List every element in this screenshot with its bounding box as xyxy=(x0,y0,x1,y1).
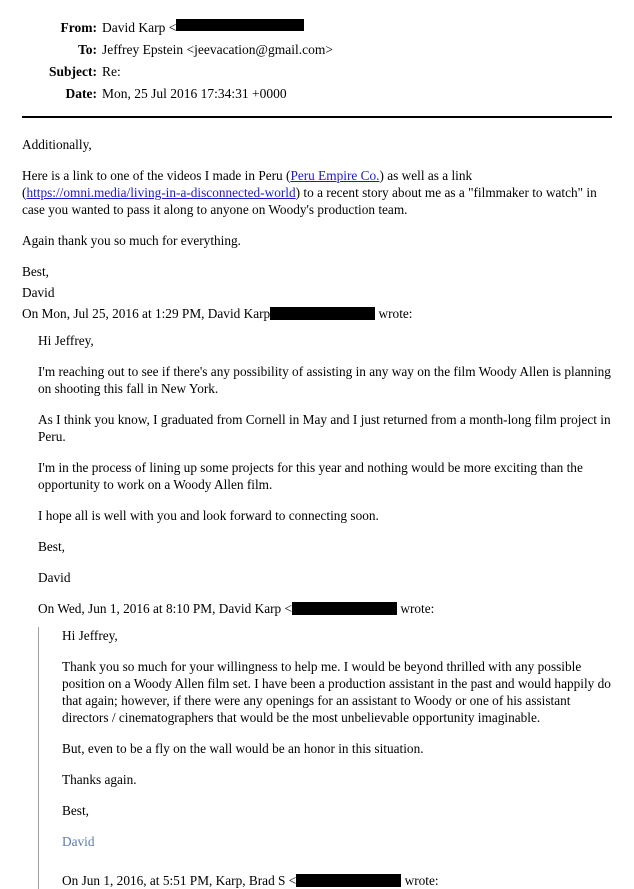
to-label: To: xyxy=(77,42,97,57)
link-para-mid: ) as well as a link ( xyxy=(22,168,473,200)
omni-media-link[interactable]: https://omni.media/living-in-a-disconnected-world xyxy=(26,185,296,200)
subject-value: Re: xyxy=(102,64,121,79)
quote2-header-post: wrote: xyxy=(400,601,435,616)
redaction-bar-quote3 xyxy=(296,874,401,887)
quote2-paragraph-1: Thank you so much for your willingness to help me. I would be beyond thrilled with any possible position on a Woody Allen film set. I have been a production assistant in the past and would happily do that again; however, if there were any openings for an assistant to Woody or one of his assistant directors / cinematographers that would be the most unbelievable opportunity imaginable. xyxy=(62,659,611,725)
body-greeting: Additionally, xyxy=(22,137,92,152)
header-row-date xyxy=(32,84,612,103)
body-thanks: Again thank you so much for everything. xyxy=(22,233,241,248)
quote1-header-post: wrote: xyxy=(378,306,413,321)
header-row-to xyxy=(32,40,612,59)
from-value: David Karp < xyxy=(102,20,177,35)
peru-empire-link[interactable]: Peru Empire Co. xyxy=(290,168,380,183)
email-body xyxy=(22,136,612,889)
quote-bar xyxy=(38,627,39,889)
to-value: Jeffrey Epstein <jeevacation@gmail.com> xyxy=(102,42,333,57)
quote2-signoff: Best, xyxy=(62,803,89,818)
subject-label: Subject: xyxy=(49,64,97,79)
quote1-paragraph-1: I'm reaching out to see if there's any possibility of assisting in any way on the film Woody Allen is planning on shooting this fall in New York. xyxy=(38,364,611,396)
quote3-header-post: wrote: xyxy=(404,873,439,888)
header-divider xyxy=(22,116,612,118)
body-signoff: Best, xyxy=(22,264,49,279)
quote1-paragraph-2: As I think you know, I graduated from Cornell in May and I just returned from a month-long film project in Peru. xyxy=(38,412,611,444)
redaction-bar-quote1 xyxy=(270,307,375,320)
quote1-signature-name: David xyxy=(38,570,71,585)
body-links-paragraph xyxy=(22,167,612,218)
quote2-header-pre: On Wed, Jun 1, 2016 at 8:10 PM, David Karp < xyxy=(38,601,293,616)
email-header xyxy=(32,18,612,103)
quote2-paragraph-2: But, even to be a fly on the wall would be an honor in this situation. xyxy=(62,741,424,756)
link-para-pre: Here is a link to one of the videos I made in Peru ( xyxy=(22,168,291,183)
quote2-header xyxy=(38,600,612,617)
quote2-signature-name: David xyxy=(62,834,95,849)
quote1-greeting: Hi Jeffrey, xyxy=(38,333,94,348)
link-para-post: ) to a recent story about me as a "filmmaker to watch" in case you wanted to pass it along to anyone on Woody's production team. xyxy=(22,185,597,217)
quote1-body xyxy=(38,332,612,889)
quote1-header xyxy=(22,305,612,322)
quote2-greeting: Hi Jeffrey, xyxy=(62,628,118,643)
redaction-bar-quote2 xyxy=(292,602,397,615)
quote2-paragraph-3: Thanks again. xyxy=(62,772,137,787)
quote2-block xyxy=(38,627,612,889)
from-label: From: xyxy=(60,20,97,35)
quote2-body xyxy=(62,627,612,889)
quote3-header xyxy=(62,872,612,889)
quote1-signoff: Best, xyxy=(38,539,65,554)
date-label: Date: xyxy=(65,86,97,101)
redaction-bar-from xyxy=(176,19,304,31)
body-signature-name: David xyxy=(22,285,55,300)
quote1-paragraph-3: I'm in the process of lining up some projects for this year and nothing would be more exciting than the opportunity to work on a Woody Allen film. xyxy=(38,460,583,492)
quote1-paragraph-4: I hope all is well with you and look forward to connecting soon. xyxy=(38,508,379,523)
header-row-subject xyxy=(32,62,612,81)
date-value: Mon, 25 Jul 2016 17:34:31 +0000 xyxy=(102,86,287,101)
header-row-from xyxy=(32,18,612,37)
quote1-header-pre: On Mon, Jul 25, 2016 at 1:29 PM, David Karp xyxy=(22,306,271,321)
quote3-header-pre: On Jun 1, 2016, at 5:51 PM, Karp, Brad S < xyxy=(62,873,297,888)
